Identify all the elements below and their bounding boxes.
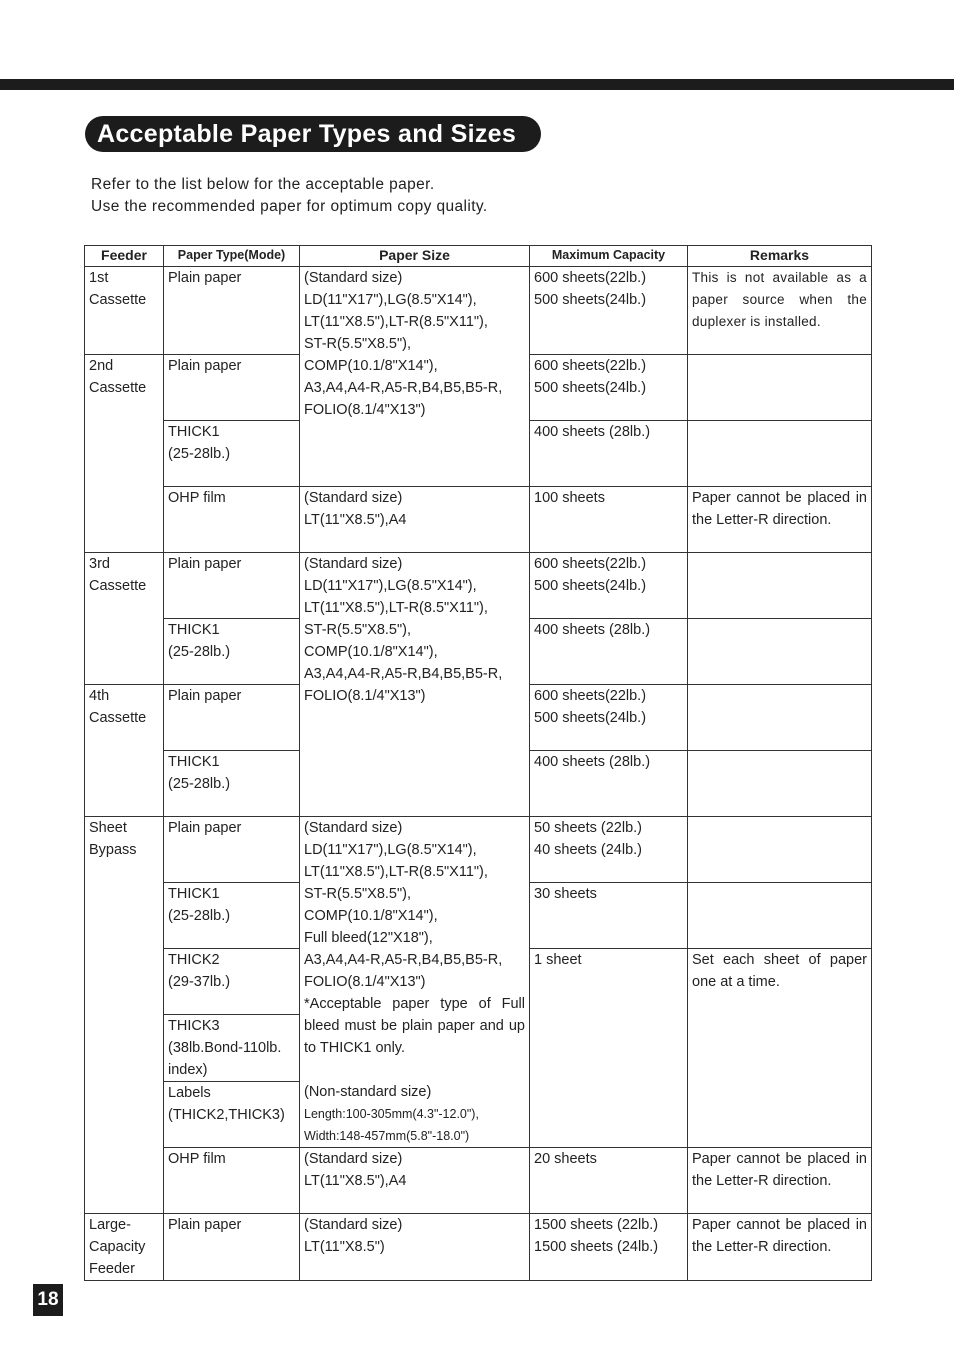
size-line: ST-R(5.5"X8.5"),: [304, 622, 411, 638]
capacity-line: 500 sheets(24lb.): [534, 380, 647, 396]
paper-type-label: OHP film: [168, 490, 226, 506]
size-line: FOLIO(8.1/4"X13"): [304, 688, 426, 704]
remarks-text: Paper cannot be placed in the Letter-R direction.: [692, 1151, 867, 1189]
size-line: Full bleed(12"X18"),: [304, 930, 433, 946]
paper-type-label: THICK3: [168, 1018, 220, 1034]
spacer: [304, 1059, 525, 1081]
feeder-label: Cassette: [89, 578, 147, 594]
capacity-cell: [530, 1148, 688, 1214]
paper-type-cell: [164, 487, 300, 553]
paper-type-cell: [164, 553, 300, 619]
feeder-label: Bypass: [89, 842, 137, 858]
capacity-cell: [530, 751, 688, 817]
capacity-line: 400 sheets (28lb.): [534, 622, 651, 638]
capacity-cell: [530, 267, 688, 355]
remarks-cell: [688, 553, 872, 619]
remarks-cell: [688, 267, 872, 355]
remarks-cell: [688, 949, 872, 1148]
table-header-row: [85, 246, 872, 267]
size-line: (Non-standard size): [304, 1084, 432, 1100]
remarks-text: Paper cannot be placed in the Letter-R direction.: [692, 1217, 867, 1255]
feeder-cell: [85, 1214, 164, 1281]
header-paper-type: Paper Type(Mode): [164, 246, 300, 267]
capacity-line: 400 sheets (28lb.): [534, 424, 651, 440]
feeder-label: Large-: [89, 1217, 131, 1233]
feeder-label: 4th: [89, 688, 110, 704]
size-line: LT(11"X8.5"): [304, 1239, 385, 1255]
size-line: (Standard size): [304, 1151, 403, 1167]
capacity-line: 30 sheets: [534, 886, 597, 902]
paper-type-label: (25-28lb.): [168, 446, 231, 462]
capacity-line: 500 sheets(24lb.): [534, 578, 647, 594]
header-feeder: Feeder: [85, 246, 164, 267]
top-rule: [0, 79, 954, 90]
capacity-line: 500 sheets(24lb.): [534, 292, 647, 308]
paper-type-label: Plain paper: [168, 1217, 242, 1233]
paper-type-label: THICK1: [168, 754, 220, 770]
size-line: Width:148-457mm(5.8"-18.0"): [304, 1129, 470, 1143]
size-line: LT(11"X8.5"),A4: [304, 1173, 407, 1189]
feeder-label: 2nd: [89, 358, 114, 374]
page-title: Acceptable Paper Types and Sizes: [85, 116, 541, 152]
capacity-cell: [530, 949, 688, 1148]
capacity-cell: [530, 487, 688, 553]
paper-type-cell: [164, 1148, 300, 1214]
feeder-cell: [85, 267, 164, 355]
intro-text: [91, 174, 488, 218]
size-line: LT(11"X8.5"),LT-R(8.5"X11"),: [304, 314, 488, 330]
table-row: [85, 487, 872, 553]
paper-spec-table: [84, 245, 872, 1281]
size-line: ST-R(5.5"X8.5"),: [304, 336, 411, 352]
size-line: LT(11"X8.5"),A4: [304, 512, 407, 528]
paper-type-label: Plain paper: [168, 556, 242, 572]
feeder-cell: [85, 685, 164, 817]
size-line: FOLIO(8.1/4"X13"): [304, 402, 426, 418]
capacity-line: 1 sheet: [534, 952, 582, 968]
remarks-cell: [688, 685, 872, 751]
table-row: [85, 817, 872, 883]
paper-type-cell: [164, 619, 300, 685]
paper-type-cell: [164, 421, 300, 487]
size-line: LD(11"X17"),LG(8.5"X14"),: [304, 292, 477, 308]
size-line: LD(11"X17"),LG(8.5"X14"),: [304, 578, 477, 594]
remarks-cell: [688, 619, 872, 685]
feeder-cell: [85, 817, 164, 1214]
paper-type-cell: [164, 949, 300, 1015]
intro-line: Refer to the list below for the acceptable paper.: [91, 176, 435, 193]
capacity-cell: [530, 817, 688, 883]
feeder-label: Capacity: [89, 1239, 146, 1255]
capacity-line: 20 sheets: [534, 1151, 597, 1167]
paper-type-cell: [164, 1214, 300, 1281]
capacity-cell: [530, 355, 688, 421]
feeder-label: Feeder: [89, 1261, 135, 1277]
paper-size-cell: [300, 1148, 530, 1214]
feeder-cell: [85, 355, 164, 553]
size-line: (Standard size): [304, 556, 403, 572]
capacity-cell: [530, 1214, 688, 1281]
paper-type-cell: [164, 685, 300, 751]
paper-size-cell: [300, 1214, 530, 1281]
capacity-line: 40 sheets (24lb.): [534, 842, 643, 858]
capacity-line: 50 sheets (22lb.): [534, 820, 643, 836]
remarks-cell: [688, 1214, 872, 1281]
remarks-cell: [688, 1148, 872, 1214]
full-bleed-note: *Acceptable paper type of Full bleed must be plain paper and up to THICK1 only.: [304, 996, 525, 1056]
capacity-cell: [530, 619, 688, 685]
feeder-label: Cassette: [89, 292, 147, 308]
paper-type-label: Labels: [168, 1085, 211, 1101]
table-row: [85, 1148, 872, 1214]
header-remarks: Remarks: [688, 246, 872, 267]
size-line: (Standard size): [304, 270, 403, 286]
size-line: ST-R(5.5"X8.5"),: [304, 886, 411, 902]
paper-type-label: (25-28lb.): [168, 644, 231, 660]
paper-type-label: index): [168, 1062, 208, 1078]
capacity-line: 400 sheets (28lb.): [534, 754, 651, 770]
size-line: A3,A4,A4-R,A5-R,B4,B5,B5-R,: [304, 380, 503, 396]
paper-size-cell: [300, 267, 530, 487]
size-line: LD(11"X17"),LG(8.5"X14"),: [304, 842, 477, 858]
paper-size-cell: [300, 553, 530, 817]
remarks-cell: [688, 487, 872, 553]
capacity-cell: [530, 685, 688, 751]
capacity-cell: [530, 553, 688, 619]
remarks-cell: [688, 817, 872, 883]
feeder-label: 3rd: [89, 556, 110, 572]
size-line: (Standard size): [304, 820, 403, 836]
paper-size-cell: [300, 817, 530, 1148]
paper-type-cell: [164, 355, 300, 421]
feeder-label: Cassette: [89, 710, 147, 726]
capacity-line: 1500 sheets (22lb.): [534, 1217, 659, 1233]
paper-type-label: THICK1: [168, 886, 220, 902]
remarks-cell: [688, 421, 872, 487]
capacity-line: 600 sheets(22lb.): [534, 556, 647, 572]
table-row: [85, 1214, 872, 1281]
feeder-label: 1st: [89, 270, 109, 286]
paper-type-cell: [164, 267, 300, 355]
remarks-text: Set each sheet of paper one at a time.: [692, 952, 867, 990]
size-line: Length:100-305mm(4.3"-12.0"),: [304, 1107, 479, 1121]
paper-type-label: (25-28lb.): [168, 776, 231, 792]
paper-type-label: Plain paper: [168, 270, 242, 286]
size-line: COMP(10.1/8"X14"),: [304, 358, 438, 374]
size-line: COMP(10.1/8"X14"),: [304, 908, 438, 924]
paper-type-label: Plain paper: [168, 688, 242, 704]
header-max-capacity: Maximum Capacity: [530, 246, 688, 267]
paper-type-label: Plain paper: [168, 820, 242, 836]
paper-type-label: (25-28lb.): [168, 908, 231, 924]
header-paper-size: Paper Size: [300, 246, 530, 267]
paper-type-label: (38lb.Bond-110lb.: [168, 1040, 282, 1056]
size-line: A3,A4,A4-R,A5-R,B4,B5,B5-R,: [304, 952, 503, 968]
remarks-cell: [688, 883, 872, 949]
table-row: [85, 267, 872, 355]
paper-type-label: THICK1: [168, 622, 220, 638]
feeder-label: Sheet: [89, 820, 127, 836]
page-number-badge: 18: [33, 1284, 63, 1316]
paper-type-cell: [164, 817, 300, 883]
feeder-cell: [85, 553, 164, 685]
paper-type-label: OHP film: [168, 1151, 226, 1167]
remarks-cell: [688, 751, 872, 817]
intro-line: Use the recommended paper for optimum copy quality.: [91, 198, 488, 215]
remarks-cell: [688, 355, 872, 421]
paper-type-label: (THICK2,THICK3): [168, 1107, 285, 1123]
paper-type-label: THICK2: [168, 952, 220, 968]
remarks-text: This is not available as a paper source when the duplexer is installed.: [692, 270, 867, 329]
paper-type-cell: [164, 883, 300, 949]
size-line: COMP(10.1/8"X14"),: [304, 644, 438, 660]
remarks-text: Paper cannot be placed in the Letter-R direction.: [692, 490, 867, 528]
capacity-line: 600 sheets(22lb.): [534, 688, 647, 704]
size-line: (Standard size): [304, 490, 403, 506]
paper-type-cell: [164, 751, 300, 817]
feeder-label: Cassette: [89, 380, 147, 396]
capacity-line: 100 sheets: [534, 490, 605, 506]
paper-size-cell: [300, 487, 530, 553]
table-row: [85, 553, 872, 619]
paper-type-label: THICK1: [168, 424, 220, 440]
capacity-cell: [530, 883, 688, 949]
size-line: A3,A4,A4-R,A5-R,B4,B5,B5-R,: [304, 666, 503, 682]
paper-type-cell: [164, 1015, 300, 1082]
size-line: FOLIO(8.1/4"X13"): [304, 974, 426, 990]
size-line: LT(11"X8.5"),LT-R(8.5"X11"),: [304, 600, 488, 616]
paper-type-label: (29-37lb.): [168, 974, 231, 990]
capacity-line: 600 sheets(22lb.): [534, 358, 647, 374]
capacity-line: 500 sheets(24lb.): [534, 710, 647, 726]
paper-type-cell: [164, 1082, 300, 1148]
capacity-cell: [530, 421, 688, 487]
size-line: LT(11"X8.5"),LT-R(8.5"X11"),: [304, 864, 488, 880]
capacity-line: 1500 sheets (24lb.): [534, 1239, 659, 1255]
capacity-line: 600 sheets(22lb.): [534, 270, 647, 286]
size-line: (Standard size): [304, 1217, 403, 1233]
paper-type-label: Plain paper: [168, 358, 242, 374]
